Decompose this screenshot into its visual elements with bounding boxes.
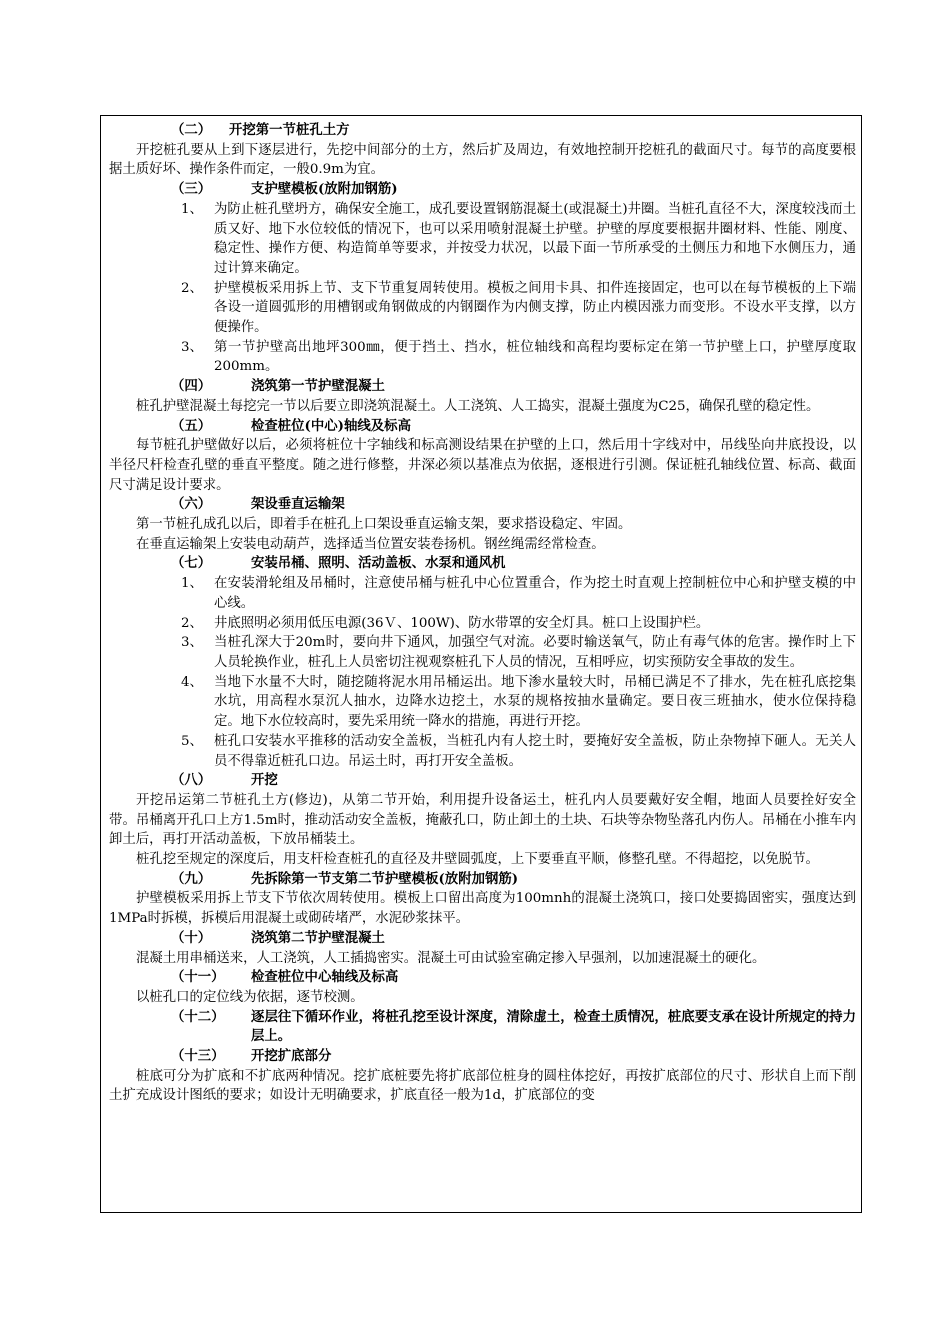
list-item xyxy=(109,633,856,672)
list-item-text: 桩孔口安装水平推移的活动安全盖板，当桩孔内有人挖土时，要掩好安全盖板，防止杂物掉下砸人。无关人员不得靠近桩孔口边。吊运土时，再打开安全盖板。 xyxy=(214,733,856,769)
list-item-number: 3、 xyxy=(181,635,203,651)
list-item xyxy=(109,200,856,279)
section-heading-13 xyxy=(109,1047,856,1067)
section-title: 先拆除第一节支第二节护壁模板(放附加钢筋) xyxy=(251,870,519,887)
section-heading-12 xyxy=(109,1008,856,1047)
paragraph: 开挖桩孔要从上到下逐层进行，先挖中间部分的土方，然后扩及周边，有效地控制开挖桩孔的截面尺寸。每节的高度要根据土质好坏、操作条件而定，一般0.9m为宜。 xyxy=(109,142,856,178)
section-number: （十） xyxy=(171,929,212,946)
list-item-number: 2、 xyxy=(181,280,203,296)
section-number: （八） xyxy=(171,772,212,789)
list-item-text: 在安装滑轮组及吊桶时，注意使吊桶与桩孔中心位置重合，作为挖土时直观上控制桩位中心和护壁支模的中心线。 xyxy=(214,576,856,611)
section-title: 架设垂直运输架 xyxy=(251,496,345,513)
paragraph: 护壁模板采用拆上节支下节依次周转使用。模板上口留出高度为100mnh的混凝土浇筑口，接口处要捣固密实，强度达到1MPa时拆模，拆模后用混凝土或砌砖堵严，水泥砂浆抹平。 xyxy=(109,891,856,927)
section-title: 检查桩位(中心)轴线及标高 xyxy=(251,417,411,434)
section-title: 检查桩位中心轴线及标高 xyxy=(251,969,399,986)
section-heading-5 xyxy=(109,417,856,437)
list-item-number: 5、 xyxy=(181,733,203,749)
section-heading-8 xyxy=(109,771,856,791)
list-item-text: 第一节护壁高出地坪300㎜，便于挡土、挡水，桩位轴线和高程均要标定在第一节护壁上口，护壁厚度取200mm。 xyxy=(214,339,856,375)
paragraph: 开挖吊运第二节桩孔土方(修边)，从第二节开始，利用提升设备运土，桩孔内人员要戴好安全帽，地面人员要拴好安全带。吊桶离开孔口上方1.5m时，推动活动安全盖板，掩蔽孔口，防止卸土的土块、石块等杂物坠落孔内伤人。吊桶在小推车内卸土后，再打开活动盖板，下放吊桶装土。 xyxy=(109,792,856,848)
section-title: 浇筑第一节护壁混凝土 xyxy=(251,378,385,395)
section-heading-11 xyxy=(109,968,856,988)
document-content xyxy=(101,116,861,1106)
section-number: （九） xyxy=(171,870,212,887)
list-item xyxy=(109,574,856,613)
document-frame xyxy=(100,115,862,1213)
paragraph: 每节桩孔护壁做好以后，必须将桩位十字轴线和标高测设结果在护壁的上口，然后用十字线对中，吊线坠向井底投设，以半径尺杆检查孔壁的垂直平整度。随之进行修整，井深必须以基准点为依据，逐根进行引测。保证桩孔轴线位置、标高、截面尺寸满足设计要求。 xyxy=(109,438,856,493)
section-heading-6 xyxy=(109,495,856,515)
list-item-text: 井底照明必须用低压电源(36Ｖ、100W)、防水带罩的安全灯具。桩口上设围护栏。 xyxy=(214,615,710,631)
section-heading-9 xyxy=(109,870,856,890)
list-item xyxy=(109,614,856,634)
paragraph: 桩底可分为扩底和不扩底两种情况。挖扩底桩要先将扩底部位桩身的圆柱体挖好，再按扩底部位的尺寸、形状自上而下削土扩充成设计图纸的要求；如设计无明确要求，扩底直径一般为1d，扩底部位的变 xyxy=(109,1068,856,1104)
list-item xyxy=(109,279,856,338)
section-number: （十一） xyxy=(171,969,225,986)
section-number: （十三） xyxy=(171,1048,225,1065)
section-title: 安装吊桶、照明、活动盖板、水泵和通风机 xyxy=(251,555,506,572)
section-heading-2 xyxy=(109,121,856,141)
section-heading-4 xyxy=(109,377,856,397)
list-item-text: 为防止桩孔壁坍方，确保安全施工，成孔要设置钢筋混凝土(或混凝土)井圈。当桩孔直径不大，深度较浅而土质又好、地下水位较低的情况下，也可以采用喷射混凝土护壁。护壁的厚度要根据井圈材料、性能、刚度、稳定性、操作方便、构造简单等要求，并按受力状况，以最下面一节所承受的土侧压力和地下水侧压力，通过计算来确定。 xyxy=(214,201,856,276)
list-item-number: 1、 xyxy=(181,576,203,592)
section-number: （三） xyxy=(171,181,212,198)
section-heading-3 xyxy=(109,180,856,200)
section-number: （四） xyxy=(171,378,212,395)
paragraph: 以桩孔口的定位线为依据，逐节校测。 xyxy=(136,989,364,1005)
paragraph: 第一节桩孔成孔以后，即着手在桩孔上口架设垂直运输支架，要求搭设稳定、牢固。 xyxy=(136,517,632,533)
section-title: 逐层往下循环作业，将桩孔挖至设计深度，清除虚土，检查土质情况，桩底要支承在设计所规定的持力层上。 xyxy=(251,1008,856,1045)
paragraph: 混凝土用串桶送来，人工浇筑，人工插捣密实。混凝土可由试验室确定掺入早强剂，以加速混凝土的硬化。 xyxy=(136,950,766,966)
section-number: （六） xyxy=(171,496,212,513)
list-item-number: 4、 xyxy=(181,674,203,690)
section-title: 开挖 xyxy=(251,772,278,789)
paragraph: 桩孔护壁混凝土每挖完一节以后要立即浇筑混凝土。人工浇筑、人工捣实，混凝土强度为C25，确保孔壁的稳定性。 xyxy=(136,398,820,414)
list-item-text: 护壁模板采用拆上节、支下节重复周转使用。模板之间用卡具、扣件连接固定，也可以在每节模板的上下端各设一道圆弧形的用槽钢或角钢做成的内钢圈作为内侧支撑，防止内模因涨力而变形。不设水平支撑，以方便操作。 xyxy=(214,280,856,336)
list-item xyxy=(109,673,856,732)
list-item-number: 1、 xyxy=(181,201,203,217)
section-heading-10 xyxy=(109,929,856,949)
section-number: （七） xyxy=(171,555,212,572)
section-title: 支护壁模板(放附加钢筋) xyxy=(251,181,398,198)
list-item-text: 当桩孔深大于20m时，要向井下通风，加强空气对流。必要时输送氧气，防止有毒气体的危害。操作时上下人员轮换作业，桩孔上人员密切注视观察桩孔下人员的情况，互相呼应，切实预防安全事故的发生。 xyxy=(214,635,856,670)
list-item xyxy=(109,732,856,771)
list-item-number: 2、 xyxy=(181,615,203,631)
section-title: 开挖第一节桩孔土方 xyxy=(229,122,350,138)
section-number: （十二） xyxy=(171,1008,225,1025)
section-number: （五） xyxy=(171,417,212,434)
section-title: 开挖扩底部分 xyxy=(251,1048,332,1065)
list-item-text: 当地下水量不大时，随挖随将泥水用吊桶运出。地下渗水量较大时，吊桶已满足不了排水，先在桩孔底挖集水坑，用高程水泵沉人抽水，边降水边挖土，水泵的规格按抽水量确定。要日夜三班抽水，使水位保持稳定。地下水位较高时，要先采用统一降水的措施，再进行开挖。 xyxy=(214,674,856,730)
list-item xyxy=(109,338,856,377)
paragraph: 在垂直运输架上安装电动葫芦，选择适当位置安装卷扬机。钢丝绳需经常检查。 xyxy=(136,536,605,552)
section-heading-7 xyxy=(109,554,856,574)
section-title: 浇筑第二节护壁混凝土 xyxy=(251,929,385,946)
list-item-number: 3、 xyxy=(181,339,203,355)
paragraph: 桩孔挖至规定的深度后，用支杆检查桩孔的直径及井壁圆弧度，上下要垂直平顺，修整孔壁。不得超挖，以免脱节。 xyxy=(136,852,819,868)
section-number: （二） xyxy=(171,122,212,138)
